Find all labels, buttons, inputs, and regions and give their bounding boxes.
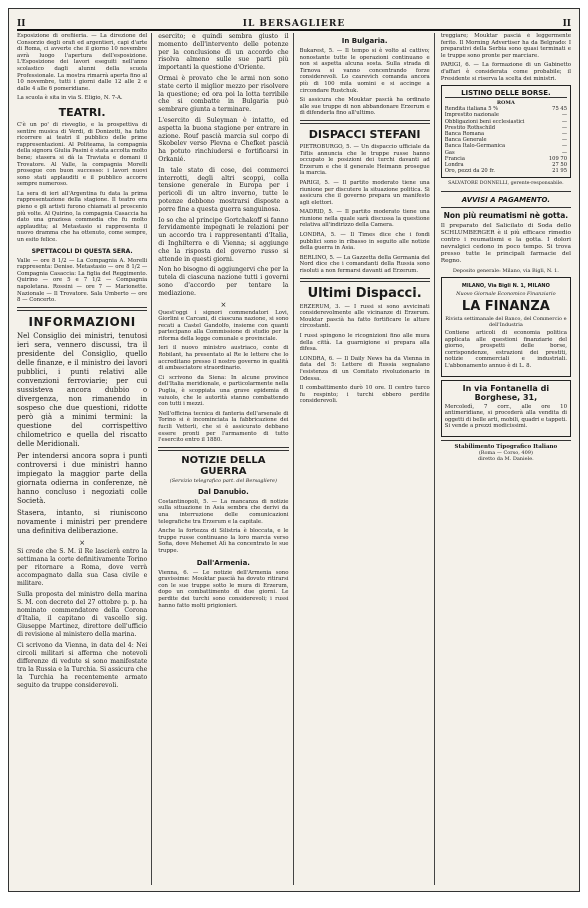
masthead: [17, 15, 571, 31]
article-teatri: C'è un po' di risveglio, e la prospettiva di sentire musica di Verdi, di Donizetti, ha fatto ricorrere ai teatri il pubblico delle prime rappresentazioni. Al Politeama, la compagnia della signora Giulia Pasini è stata accolta molto bene; stasera si dà la Traviata e domani il Trovatore. Al Valle, la compagnia Morelli prosegue con buon successo: i lavori nuovi sono stati applauditi e il pubblico accorre sempre numeroso.: [17, 121, 148, 188]
article-text: MADRID, 5. — Il partito moderato tiene una riunione nella quale sarà discussa la questione relativa all'indirizzo della Camera.: [299, 209, 430, 229]
ad-finanza-pretitle: Nuovo Giornale Economico Finanziario: [456, 290, 556, 297]
divider: [300, 278, 430, 282]
article-text: LONDRA, 5. — Il Times dice che i fondi pubblici sono in ribasso in seguito alle notizie della guerra in Asia.: [299, 232, 430, 252]
article-text: Quest'oggi i signori commendatori Lovi, Giorlini e Carcani, di ciascuna nazione, si sono recati a Castel Gandolfo, insieme con quanti partecipano alla Commissione di studio per la riforma della legge comunale e provinciale.: [158, 309, 289, 342]
article-informazioni-3: Stasera, intanto, si riuniscono novamente i ministri per prendere una definitiva deliberazione.: [17, 508, 148, 535]
stock-value: —: [561, 124, 567, 131]
section-heading-spettacoli: SPETTACOLI DI QUESTA SERA.: [31, 247, 133, 255]
stock-name: Francia: [444, 155, 465, 162]
stock-value: —: [561, 112, 567, 119]
subheading-danubio: Dal Danubio.: [198, 487, 249, 496]
article-informazioni: Nel Consiglio dei ministri, tenutosi ieri sera, vennero discussi, tra il presidente del Consiglio, quello delle finanze, e il ministro dei lavori pubblici, i punti relativi alle convenzioni ferroviarie; per cui sussisteva ancora dubbio o divergenza, non rimanendo in sospeso che due questioni, ridotte però già a minimi termini: la questione del corrispettivo chilometrico e quella del riscatto delle Meridionali.: [17, 331, 148, 448]
article-teatri-2: La sera di ieri all'Argentina fu data la prima rappresentazione della stagione. Il teatro era pieno e gli artisti furono chiamati al proscenio più volte. Al Quirino, la compagnia Casaccia ha dato una graziosa commedia che fu molto applaudita; al Metastasio si rappresenta il nuovo dramma che ha ottenuto, come sempre, un esito felice.: [17, 190, 148, 244]
stock-name: Banca Romana: [444, 130, 485, 137]
ad-fontanella-text: Mercoledì, 7 corr., alle ore 10 antimeridiane, si procederà alla vendita di oggetti di belle arti, mobili, quadri e tappeti. Si vende a prezzi modicissimi.: [444, 403, 567, 430]
article-text: L'esercito di Suleyman è intatto, ed aspetta la buona stagione per entrare in azione. Rouf pascià marcia sul corpo di Skobelev verso Plevna e Chefket pascià ha potuto rinchiudersi e fortificarsi in Orkanié.: [158, 116, 289, 163]
newspaper-title: IL BERSAGLIERE: [242, 19, 346, 29]
stock-name: Imprestito nazionale: [444, 112, 499, 119]
stock-name: Londra: [444, 161, 464, 168]
column-4: [441, 33, 571, 885]
article-text: PARIGI, 6. — La formazione di un Gabinetto d'affari è considerata come probabile; il Presidente si riserva la scelta dei ministri.: [440, 62, 571, 82]
article-text: Costantinopoli, 5. — La mancanza di notizie sulla situazione in Asia sembra che derivi da una interruzione delle comunicazioni telegrafiche tra Erzerum e la capitale.: [158, 498, 289, 525]
section-heading-guerra: NOTIZIE DELLA GUERRA: [181, 454, 266, 477]
article-text: I russi spingono le ricognizioni fino alle mura della città. La guarnigione si prepara alla difesa.: [299, 333, 430, 353]
article-text: Ieri il nuovo ministro austriaco, conte di Robilant, ha presentato al Re le lettere che lo accreditano presso il nostro governo in qualità di ambasciatore straordinario.: [158, 345, 289, 372]
section-subheading: (Servizio telegrafico part. del Bersagliere): [169, 477, 277, 484]
article-informazioni-2: Per intendersi ancora sopra i punti controversi i due ministri hanno impiegato la maggior parte della giornata odierna in conferenze, nè hanno concluso i negoziati colle Società.: [17, 451, 148, 505]
stock-value: —: [561, 130, 567, 137]
ad-fontanella-box: [441, 380, 571, 437]
page-number-right: II: [562, 19, 571, 29]
article-text: esercito; e quindi sembra giusto il momento dell'intervento delle potenze per la conclusione di un accordo che risolva almeno sulle sue parti più importanti la questione d'Oriente.: [158, 33, 289, 72]
ad-reumatismi-text: Il preparato del Salicilato di Soda dello SCHLUMBERGER è il più efficace rimedio contro i reumatismi e la gotta. I dolori nevralgici cedono in poco tempo. Si trova presso tutte le principali farmacie del Regno.: [440, 222, 571, 264]
stock-row: [445, 168, 567, 174]
stock-value: —: [561, 137, 567, 144]
divider: [441, 191, 571, 192]
stock-value: —: [561, 118, 567, 125]
section-heading-ultimi-dispacci: Ultimi Dispacci.: [307, 285, 422, 301]
separator-mark: ×: [220, 300, 227, 309]
ad-finanza-title: LA FINANZA: [461, 298, 550, 314]
article-text: ERZERUM, 3. — I russi si sono avvicinati considerevolmente alle vicinanze di Erzerum. Mouktar pascià ha fatto fortificare le alture circostanti.: [299, 303, 430, 330]
article-text: BERLINO, 5. — La Gazzetta della Germania del Nord dice che i comandanti della Russia sono risoluti a non fermarsi davanti ad Erzerum.: [299, 254, 430, 275]
column-3: [300, 33, 435, 885]
stock-name: Obbligazioni beni ecclesiastici: [444, 118, 525, 125]
stock-name: Oro, pezzi da 20 fr.: [444, 168, 495, 175]
separator-mark: ×: [79, 538, 86, 547]
article-vienna: Ci scrivono da Vienna, in data del 4: Nei circoli militari si afferma che notevoli differenze di vedute si sono manifestate tra la Russia e la Turchia. Si assicura che la Turchia ha recentemente armato seguito da truppe considerevoli.: [17, 641, 148, 689]
page-number-left: II: [17, 19, 26, 29]
stock-listing-box: [441, 85, 571, 178]
divider: [441, 207, 571, 208]
stock-value: 109 70: [548, 155, 567, 162]
stock-value: 27 50: [552, 161, 567, 168]
article-text: Ci scrivono da Siena: In alcune province dell'Italia meridionale, e particolarmente nella Puglia, è scoppiata una grave epidemia di vaiuolo, che le autorità stanno combattendo con tutti i mezzi.: [158, 374, 289, 408]
article-oreficeria: Esposizione di orefiieria. — La direzione del Consorzio degli orafi ed argentieri, capi d'arte di Roma, ci avverte che il giorno 10 novembre avrà luogo l'apertura dell'esposizione. L'Esposizione dei lavori eseguiti nell'anno scolastico dagli alunni della scuola Professionale. La mostra rimarrà aperta fino al 10 novembre, tutti i giorni dalle 12 alle 2 e dalle 4 alle 6 pomeridiane.: [17, 33, 148, 92]
column-2: [158, 33, 293, 885]
ad-finanza-text: Contiene articoli di economia politica applicata alle questioni finanziarie del giorno, prospetti delle borse, corrispondenze, estrazioni dei prestiti, notizie commerciali e industriali. L'abbonamento annuo è di L. 8.: [444, 329, 567, 369]
article-text: Io so che al principe Gortchakoff si fanno fervidamente impegnati le relazioni per un accordo tra i rappresentanti d'Italia, di Inghilterra e di Vienna; si aggiunge che la risposta del governo russo si attende in questi giorni.: [158, 216, 289, 263]
ad-finanza-box: [441, 277, 571, 377]
stock-value: —: [561, 149, 567, 156]
stock-listing-rows: [445, 106, 567, 174]
ad-fontanella-title: In via Fontanella di Borghese, 31,: [462, 383, 550, 402]
article-text: Anche la fortezza di Silistria è bloccata, e le truppe russe continuano la loro marcia verso Sofia, dove Mehemet Alì ha concentrato le sue truppe.: [158, 528, 289, 554]
printer-director: diretto da M. Daniele.: [477, 455, 534, 462]
stock-listing-title: LISTINO DELLE BORSE.: [445, 89, 567, 98]
article-text: PARIGI, 5. — Il partito moderato tiene una riunione per discutere la situazione politica. Si assicura che il governo prepara un manifesto agli elettori.: [299, 179, 430, 206]
divider: [441, 440, 571, 441]
stock-listing-city: ROMA: [496, 100, 515, 107]
article-text: Vienna, 6. — Le notizie dell'Armenia sono gravissime: Mouktar pascià ha dovuto ritirarsi con le sue truppe sotto le mura di Erzerum, dopo un combattimento di due giorni. Le perdite dei turchi sono considerevoli; i russi hanno fatto molti prigionieri.: [158, 569, 289, 609]
stock-name: Gas: [444, 149, 455, 156]
article-text: LONDRA, 6. — Il Daily News ha da Vienna in data del 5: Lettere di Russia segnalano l'esistenza di un Comitato rivoluzionario in Odessa.: [299, 355, 430, 382]
section-heading-dispacci-stefani: DISPACCI STEFANI: [308, 127, 421, 141]
article-re: Si crede che S. M. il Re lascierà entro la settimana la corte definitivamente Torino per ritornare a Roma, dove verrà accompagnato dalla sua Casa civile e militare.: [17, 547, 148, 587]
article-marina: Sulla proposta del ministro della marina S. M. con decreto del 27 ottobre p. p. ha nominato commendatore della Corona d'Italia, il capitano di vascello sig. Giuseppe Martinez, direttore dell'ufficio di revisione al ministero della marina.: [17, 590, 148, 638]
stock-name: Prestito Rothschild: [444, 124, 496, 131]
printer-name: Stabilimento Tipografico Italiano: [454, 443, 558, 450]
stock-value: 21 95: [552, 168, 567, 175]
article-text: Bukarest, 5. — Il tempo si è volto al cattivo; nonostante tutte le operazioni continuano e non si aspetta alcuna sosta. Sulla strada di Tirnova si vanno concentrando forze considerevoli. Lo czarevich comanda ancora più di 100 mila uomini e si accinge a circondare Rustchuk.: [299, 48, 430, 94]
column-1: [17, 33, 152, 885]
article-text: Ormai è provato che le armi non sono state certo il miglior mezzo per risolvere la questione; ed ora poi la lotta terribile che si combatte in Bulgaria può sembrare giunta a terminare.: [158, 74, 289, 114]
section-heading-avvisi: AVVISI A PAGAMENTO.: [461, 195, 550, 204]
ad-finanza-subtitle: Rivista settimanale del Banco, del Commercio e dell'Industria: [445, 315, 567, 328]
divider: [300, 120, 430, 124]
divider: [158, 447, 288, 451]
newspaper-page: [8, 8, 580, 892]
stock-name: Banca Italo-Germanica: [444, 143, 506, 150]
article-text: Non ho bisogno di aggiungervi che per la tutela di ciascuna nazione tutti i governi sono d'accordo per tentare la mediazione.: [158, 266, 289, 297]
article-text: La scuola è sita in via S. Eligio, N. 7-A.: [17, 95, 123, 102]
stock-name: Banca Generale: [444, 137, 487, 144]
ad-reumatismi-title: Non più reumatismi nè gotta.: [443, 210, 569, 220]
section-heading-informazioni: INFORMAZIONI: [28, 314, 136, 329]
ad-finanza-address: MILANO, Via Bigli N. 1, MILANO: [461, 282, 550, 289]
printer-address: (Roma — Corso, 409): [478, 449, 533, 456]
divider: [17, 307, 147, 311]
gerente-line: SALVATORE DONNELLI, gerente-responsabile.: [448, 181, 564, 187]
subheading-armenia: Dall'Armenia.: [196, 558, 250, 567]
article-text: treggiare; Mouktar pascià è leggermente ferito. Il Morning Advertiser ha da Belgrado: I preparativi della Serbia sono quasi terminati e le truppe sono pronte per marciare.: [440, 33, 571, 59]
section-heading-teatri: TEATRI.: [58, 105, 106, 119]
stock-value: 75 45: [552, 106, 567, 113]
article-text: Il combattimento durò 10 ore. Il centro turco fu respinto; i turchi ebbero perdite considerevoli.: [299, 385, 430, 405]
spettacoli-list: Valle — ore 8 1/2 — La Compagnia A. Morelli rappresenta: Denise. Metastasio — ore 8 1/2 — Compagnia Casaccia: La figlia del Reggimento. Quirino — ore 5 e 7 1/2 — Compagnia napoletana. Rossini — ore 7 — Marionette. Nazionale — Il Trovatore. Sala Umberto — ore 8 — Concerto.: [17, 257, 148, 304]
article-text: Nell'officina tecnica di fanteria dell'arsenale di Torino si è incominciata la fabbricazione dei fucili Vetterli, che si è assicurato debbano essere pronti per l'armamento di tutto l'esercito entro il 1880.: [158, 410, 289, 444]
article-text: PIETROBURGO, 5. — Un dispaccio ufficiale da Tiflis annuncia che le truppe russe hanno occupato le posizioni dei turchi davanti ad Erzerum e che il generale Heimann prosegue la marcia.: [299, 143, 430, 177]
stock-value: —: [561, 143, 567, 150]
ad-reumatismi-deposit: Deposito generale: Milano, via Bigli, N. 1.: [452, 267, 559, 274]
article-text: In tale stato di cose, dei commerci interrotti, degli altri scoppi, colla tensione generale in Europa per i pericoli di un altro inverno, tutte le potenze debbono mostrarsi disposte a porre fine a questa guerra sanguinosa.: [158, 166, 289, 213]
stock-name: Rendita italiana 5 %: [444, 106, 499, 113]
article-text: Si assicura che Mouktar pascià ha ordinato alle sue truppe di non abbandonare Erzerum e di difenderla fino all'ultimo.: [299, 97, 430, 117]
subheading-bulgaria: In Bulgaria.: [341, 37, 388, 45]
